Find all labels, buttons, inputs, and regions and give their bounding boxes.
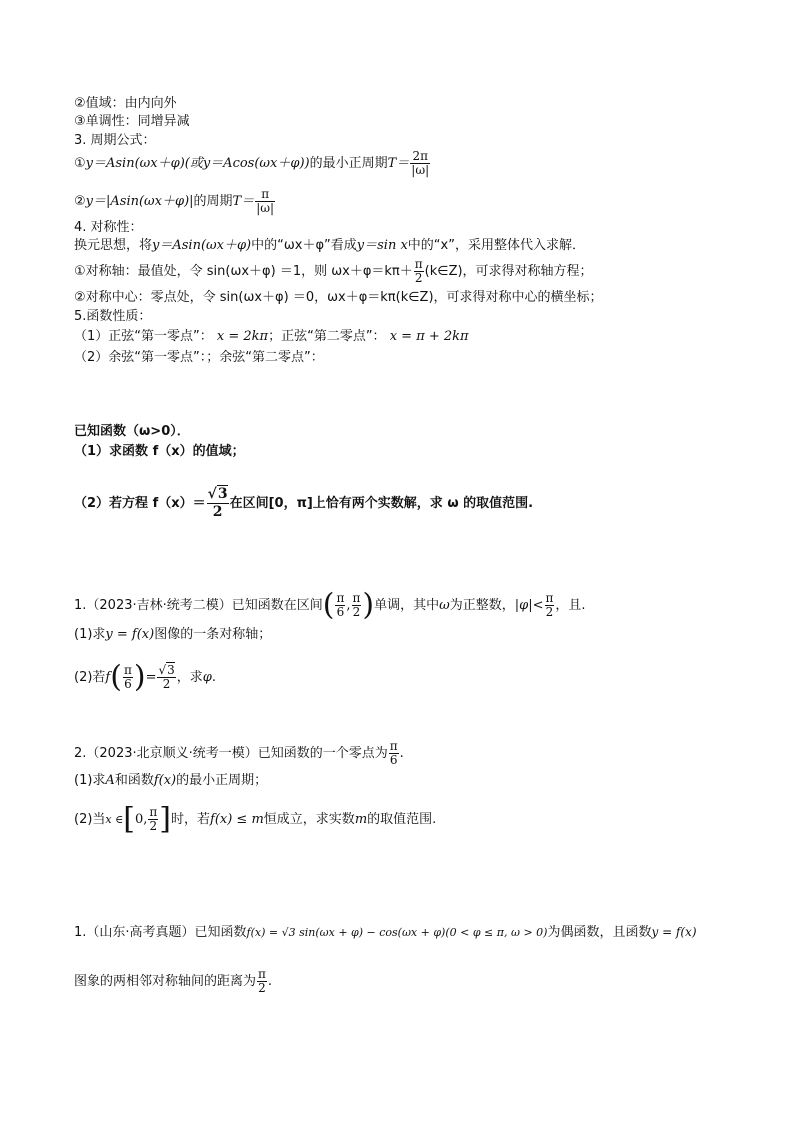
p1-q1-a: (1)求	[74, 627, 106, 642]
radicand: 3	[167, 663, 175, 677]
p2-q2-int-den: 2	[149, 819, 158, 833]
example-q2-num: √3	[207, 486, 228, 502]
period-formula-2	[74, 188, 276, 215]
p1-interval-b	[352, 592, 362, 619]
p2-q2-interval-start: 0,	[134, 812, 148, 827]
p1-q2-open-paren: (	[110, 659, 122, 695]
sine-zero-2-label: ；正弦“第二零点”：	[268, 329, 386, 344]
problem-1-stem	[74, 587, 586, 623]
period2-formula: y＝|Asin(ωx＋φ)|	[85, 194, 194, 209]
period2-fraction	[255, 188, 275, 215]
p3-dist-den: 2	[258, 981, 266, 995]
p1-text-d: ，且.	[555, 598, 586, 613]
period2-den: |ω|	[256, 201, 275, 215]
p1-int-a-den: 6	[336, 605, 345, 619]
axis-text-a: ①对称轴：最值处，令 sin(ωx＋φ) ＝1，则 ωx＋φ＝kπ＋	[74, 264, 413, 279]
cosine-zeros: （2）余弦“第一零点”：；余弦“第二零点”：	[74, 350, 324, 365]
period1-formula: y＝Asin(ωx＋φ)(或y＝Acos(ωx＋φ))	[85, 156, 310, 171]
period1-text: 的最小正周期	[309, 156, 388, 171]
p1-text-c: 为正整数，	[449, 598, 515, 613]
p3-formula: f(x) = √3 sin(ωx + φ) − cos(ωx + φ)(0 < φ ≤ π, ω > 0)	[246, 926, 548, 939]
p1-q2-phi: φ	[202, 670, 212, 685]
p2-q2-close-bracket: ]	[159, 801, 171, 837]
monotonicity-property: ③单调性：同增异减	[74, 114, 190, 129]
p1-q2-f: f	[105, 670, 111, 685]
p2-q2-m: m	[354, 812, 368, 827]
p1-q2-val-num: √3	[158, 663, 175, 677]
p1-int-b-num: π	[352, 591, 361, 605]
p1-q2-equals: =	[145, 670, 157, 685]
period1-den: |ω|	[411, 163, 430, 177]
p2-q1-function: f(x)	[153, 773, 177, 788]
p2-text-b: .	[399, 746, 404, 761]
p2-q2-c: 恒成立，求实数	[263, 812, 355, 827]
p1-phi-fraction	[545, 592, 555, 619]
p1-phi-abs: |φ|<	[514, 598, 544, 613]
p3-y-eq-fx: y = f(x)	[651, 925, 697, 939]
p2-q2-open-bracket: [	[123, 801, 135, 837]
p1-q2-c: .	[211, 670, 217, 685]
symmetry-heading: 4. 对称性：	[74, 220, 143, 235]
axis-den: 2	[414, 271, 423, 285]
period1-fraction	[410, 150, 430, 177]
p2-q2-int-num: π	[149, 805, 158, 819]
example-question-2	[74, 486, 533, 521]
p2-q1-A: A	[105, 773, 115, 788]
axis-fraction	[414, 258, 424, 285]
sym-intro-formula-1: y＝Asin(ωx＋φ)	[152, 238, 252, 253]
problem-1-q1	[74, 627, 271, 643]
p1-text-b: 单调，其中	[374, 598, 440, 613]
period1-prefix: ①	[74, 156, 86, 171]
p2-zero-num: π	[389, 739, 398, 753]
p2-q1-c: 的最小正周期；	[176, 773, 268, 788]
p3-line2-text: 图象的两相邻对称轴间的距离为	[74, 974, 257, 989]
sine-zero-1-label: （1）正弦“第一零点”：	[74, 329, 213, 344]
symmetry-axis	[74, 258, 593, 285]
axis-text-b: (k∈Z)，可求得对称轴方程；	[424, 264, 593, 279]
p2-q2-d: 的取值范围.	[367, 812, 437, 827]
p1-omega: ω	[439, 598, 450, 613]
symmetry-intro	[74, 238, 585, 254]
example-q2-fraction	[207, 486, 229, 521]
p2-zero-den: 6	[389, 753, 398, 767]
p1-q2-close-paren: )	[133, 659, 146, 695]
p1-q2-arg-den: 6	[124, 677, 132, 691]
p2-q2-x-in: x ∈	[105, 813, 124, 826]
sine-zeros	[74, 329, 469, 345]
sine-zero-1-formula: x = 2kπ	[216, 329, 269, 344]
p3-distance-fraction	[257, 968, 267, 995]
period2-text: 的周期	[193, 194, 233, 209]
sine-zero-2-formula: x = π + 2kπ	[389, 329, 469, 344]
sym-intro-formula-2: y＝sin x	[356, 238, 408, 253]
range-property: ②值域：由内向外	[74, 96, 177, 111]
function-properties-heading: 5.函数性质：	[74, 309, 152, 324]
example-intro: 已知函数（ω>0）．	[74, 424, 190, 439]
example-q2-den: 2	[207, 503, 229, 521]
p1-q2-a: (2)若	[74, 670, 106, 685]
example-q2-a: （2）若方程 f（x）＝	[74, 496, 206, 511]
problem-3-line-2	[74, 968, 272, 995]
p1-q2-arg	[123, 664, 133, 691]
p3-text-b: 为偶函数，且函数	[547, 925, 652, 940]
p1-q2-b: ，求	[176, 670, 203, 685]
problem-1-q2	[74, 659, 217, 695]
period-formula-1	[74, 150, 431, 177]
p1-interval-comma: ,	[346, 598, 351, 613]
period-heading: 3. 周期公式：	[74, 133, 156, 148]
p1-close-paren: )	[362, 587, 375, 623]
p1-q2-value	[157, 664, 175, 691]
p1-q2-val-den: 2	[157, 677, 175, 691]
p2-q2-b: 时，若	[171, 812, 211, 827]
radicand: 3	[217, 486, 228, 502]
p1-q1-b: 图像的一条对称轴；	[154, 627, 272, 642]
p1-q2-arg-num: π	[123, 663, 132, 677]
period2-T: T＝	[232, 194, 255, 209]
p1-text-a: 1.（2023·吉林·统考二模）已知函数在区间	[74, 598, 323, 613]
p1-phi-num: π	[545, 591, 554, 605]
period2-num: π	[261, 187, 270, 201]
p1-int-b-den: 2	[352, 605, 361, 619]
p2-q2-interval-end	[148, 806, 158, 833]
p2-text-a: 2.（2023·北京顺义·统考一模）已知函数的一个零点为	[74, 746, 388, 761]
sym-intro-a: 换元思想，将	[74, 238, 153, 253]
sym-intro-c: 中的“x”，采用整体代入求解．	[407, 238, 585, 253]
problem-3-stem	[74, 924, 697, 941]
p3-end: .	[267, 974, 273, 989]
problem-2-q1	[74, 773, 267, 789]
problem-2-stem	[74, 740, 404, 767]
p2-q2-inequality: f(x) ≤ m	[210, 812, 264, 827]
sym-intro-b: 中的“ωx＋φ”看成	[251, 238, 357, 253]
p1-int-a-num: π	[336, 591, 345, 605]
axis-num: π	[414, 257, 423, 271]
example-q2-b: 在区间[0，π]上恰有两个实数解，求 ω 的取值范围.	[229, 496, 534, 511]
p3-dist-num: π	[258, 967, 266, 981]
problem-2-q2	[74, 801, 437, 837]
symmetry-center: ②对称中心：零点处，令 sin(ωx＋φ) ＝0，ωx＋φ＝kπ(k∈Z)，可求得对称中心的横坐标；	[74, 290, 603, 305]
p2-q2-a: (2)当	[74, 812, 106, 827]
p1-q1-function: y = f(x)	[105, 627, 155, 642]
example-question-1: （1）求函数 f（x）的值域；	[74, 444, 245, 459]
p2-q1-b: 和函数	[114, 773, 154, 788]
period1-num: 2π	[412, 149, 428, 163]
p1-phi-den: 2	[545, 605, 554, 619]
p2-zero-fraction	[389, 740, 399, 767]
period1-T: T＝	[387, 156, 410, 171]
p1-interval-a	[335, 592, 345, 619]
p1-open-paren: (	[322, 587, 335, 623]
p2-q1-a: (1)求	[74, 773, 106, 788]
p3-text-a: 1.（山东·高考真题）已知函数	[74, 925, 247, 940]
period2-prefix: ②	[74, 194, 86, 209]
